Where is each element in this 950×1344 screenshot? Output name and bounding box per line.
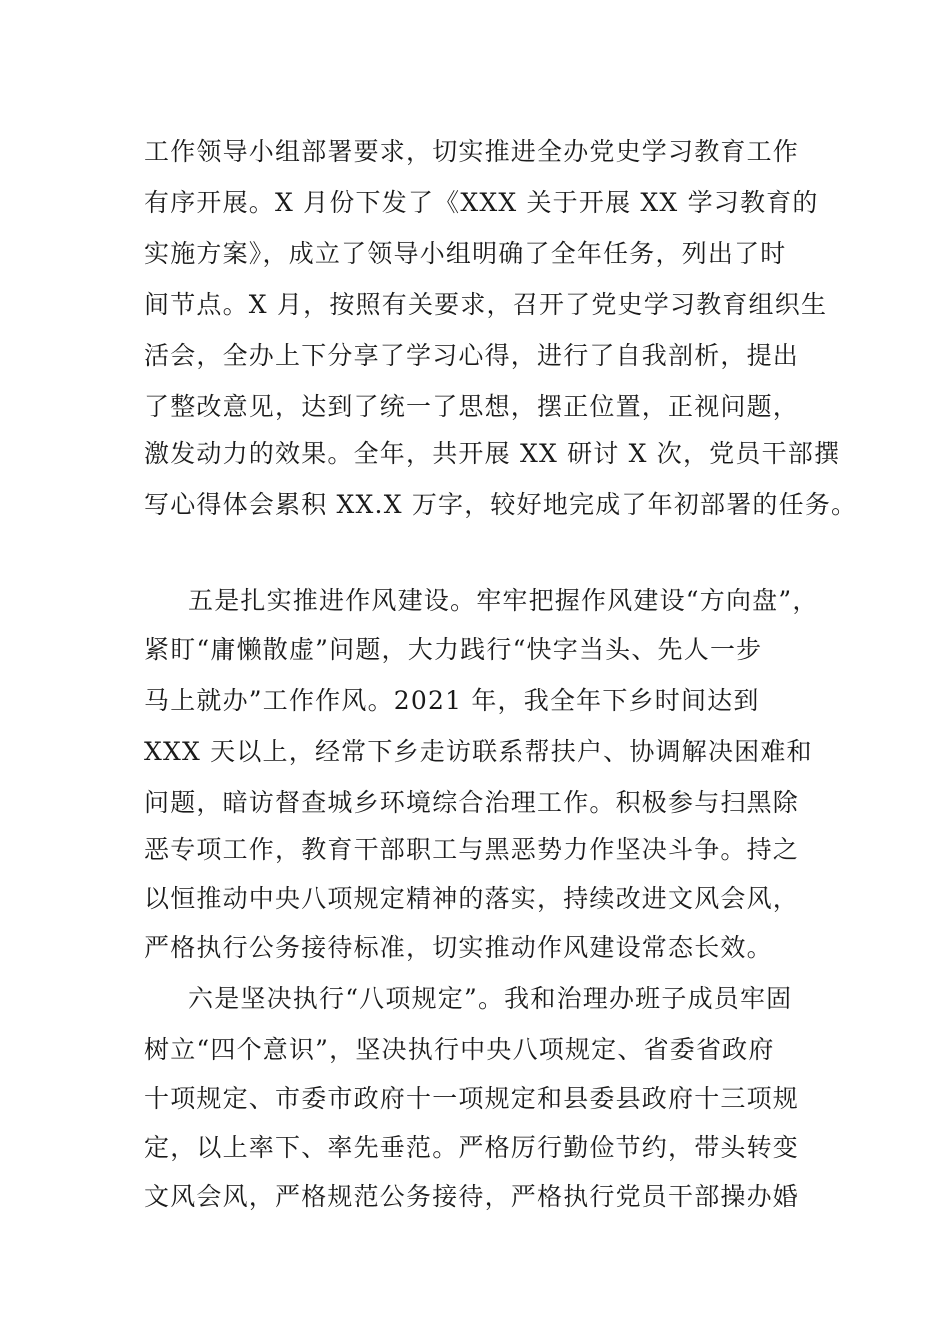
text-line: 十项规定、市委市政府十一项规定和县委县政府十三项规 bbox=[144, 1084, 800, 1113]
text-line: 工作领导小组部署要求，切实推进全办党史学习教育工作 bbox=[144, 137, 800, 166]
text-line: 以恒推动中央八项规定精神的落实，持续改进文风会风， bbox=[144, 884, 800, 913]
text-line: XXX 天以上，经常下乡走访联系帮扶户、协调解决困难和 bbox=[144, 737, 813, 766]
text-line: 五是扎实推进作风建设。牢牢把握作风建设“方向盘”， bbox=[188, 586, 819, 615]
text-line: 问题，暗访督查城乡环境综合治理工作。积极参与扫黑除 bbox=[144, 788, 800, 817]
text-line: 紧盯“庸懒散虚”问题，大力践行“快字当头、先人一步 bbox=[144, 635, 763, 664]
text-line: 六是坚决执行“八项规定”。我和治理办班子成员牢固 bbox=[188, 984, 793, 1013]
text-line: 有序开展。X 月份下发了《XXX 关于开展 XX 学习教育的 bbox=[144, 188, 819, 217]
text-line: 定，以上率下、率先垂范。严格厉行勤俭节约，带头转变 bbox=[144, 1133, 800, 1162]
text-line: 写心得体会累积 XX.X 万字，较好地完成了年初部署的任务。 bbox=[144, 490, 858, 519]
text-line: 恶专项工作，教育干部职工与黑恶势力作坚决斗争。持之 bbox=[144, 835, 800, 864]
text-line: 激发动力的效果。全年，共开展 XX 研讨 X 次，党员干部撰 bbox=[144, 439, 841, 468]
text-line: 间节点。X 月，按照有关要求，召开了党史学习教育组织生 bbox=[144, 290, 828, 319]
text-line: 树立“四个意识”，坚决执行中央八项规定、省委省政府 bbox=[144, 1035, 775, 1064]
text-line: 实施方案》，成立了领导小组明确了全年任务，列出了时 bbox=[144, 239, 787, 268]
text-line: 了整改意见，达到了统一了思想，摆正位置，正视问题， bbox=[144, 392, 800, 421]
text-line: 文风会风，严格规范公务接待，严格执行党员干部操办婚 bbox=[144, 1182, 800, 1211]
text-line: 活会，全办上下分享了学习心得，进行了自我剖析，提出 bbox=[144, 341, 800, 370]
text-line: 马上就办”工作作风。2021 年，我全年下乡时间达到 bbox=[144, 686, 760, 715]
text-line: 严格执行公务接待标准，切实推动作风建设常态长效。 bbox=[144, 933, 773, 962]
